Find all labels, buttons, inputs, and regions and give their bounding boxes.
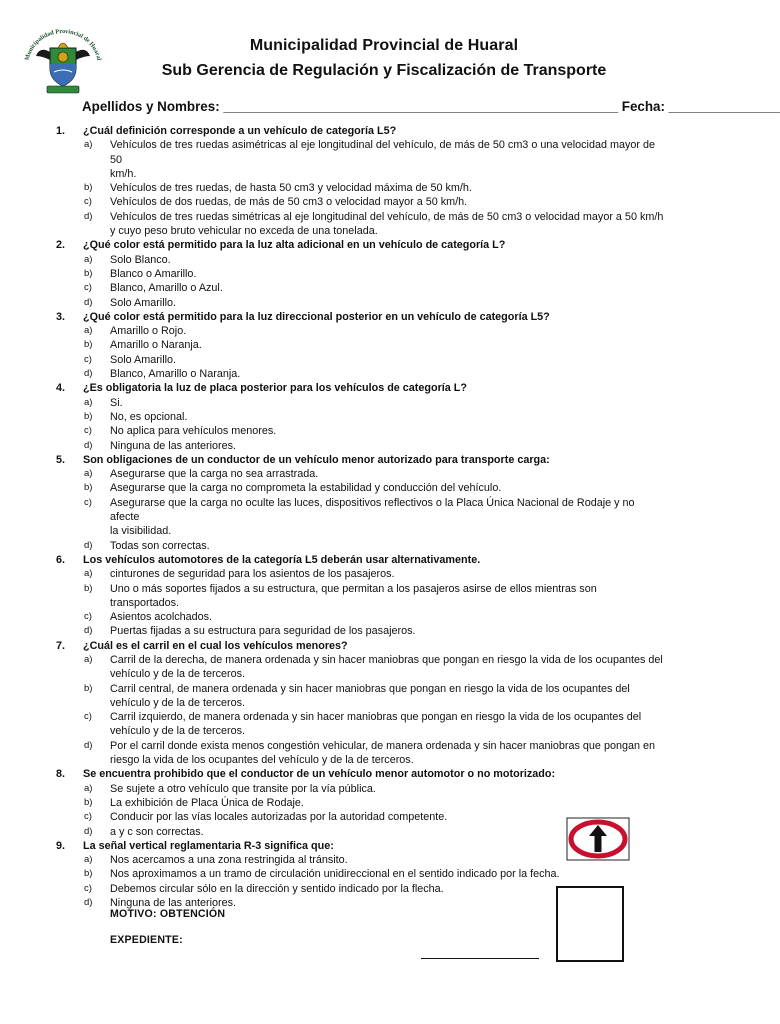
- signature-line[interactable]: [421, 958, 539, 959]
- option-letter: d): [84, 539, 93, 551]
- question-text: ¿Es obligatoria la luz de placa posterior para los vehículos de categoría L?: [83, 382, 467, 395]
- question-number: 9.: [56, 839, 66, 852]
- motivo-label: MOTIVO: OBTENCIÓN: [110, 908, 226, 920]
- option-letter: c): [84, 196, 92, 208]
- option-text: Solo Blanco.: [110, 253, 171, 266]
- option-text: Blanco, Amarillo o Naranja.: [110, 368, 241, 381]
- option-text: Todas son correctas.: [110, 539, 210, 552]
- option-letter: [56, 753, 110, 767]
- option-text: Nos acercamos a una zona restringida al tránsito.: [110, 854, 348, 867]
- option-letter: a): [84, 782, 93, 794]
- option-text: Puertas fijadas a su estructura para seguridad de los pasajeros.: [110, 625, 416, 638]
- option-letter: d): [84, 368, 93, 380]
- option-text: Carril izquierdo, de manera ordenada y sin hacer maniobras que pongan en riesgo la vida de los ocupantes del: [110, 711, 642, 724]
- answer-option-continuation: [56, 524, 666, 538]
- option-text: Asientos acolchados.: [110, 611, 213, 624]
- option-letter: b): [84, 796, 93, 808]
- option-text: Uno o más soportes fijados a su estructura, que permitan a los pasajeros asirse de ellos mientras son transportados.: [110, 582, 597, 609]
- option-letter: c): [84, 611, 92, 623]
- question-item: [56, 310, 666, 381]
- question-header: [56, 553, 666, 567]
- option-letter: [56, 167, 110, 181]
- question-item: [56, 639, 666, 768]
- option-text: No, es opcional.: [110, 410, 188, 423]
- answer-option[interactable]: [56, 867, 666, 881]
- question-header: [56, 767, 666, 781]
- answer-option[interactable]: [56, 424, 666, 438]
- option-letter: d): [84, 296, 93, 308]
- option-letter: a): [84, 653, 93, 665]
- option-text: Carril central, de manera ordenada y sin hacer maniobras que pongan en riesgo la vida de los ocupantes del: [110, 682, 630, 695]
- question-header: [56, 238, 666, 252]
- option-letter: [56, 667, 110, 681]
- option-text: y cuyo peso bruto vehicular no exceda de una tonelada.: [110, 225, 378, 238]
- option-letter: a): [84, 139, 93, 151]
- question-item: [56, 124, 666, 238]
- question-header: [56, 381, 666, 395]
- option-text: Asegurarse que la carga no oculte las luces, dispositivos reflectivos o la Placa Única Nacional de Rodaje y no afecte: [110, 496, 635, 524]
- option-text: Se sujete a otro vehículo que transite por la vía pública.: [110, 782, 376, 795]
- question-text: ¿Cuál definición corresponde a un vehículo de categoría L5?: [83, 125, 397, 137]
- option-letter: b): [84, 482, 93, 494]
- option-letter: d): [84, 739, 93, 751]
- option-text: Amarillo o Rojo.: [110, 325, 187, 338]
- answer-option[interactable]: [56, 610, 666, 624]
- option-letter: c): [84, 882, 92, 894]
- option-letter: a): [84, 396, 93, 408]
- question-item: [56, 553, 666, 639]
- question-text: Se encuentra prohibido que el conductor de un vehículo menor automotor o no motorizado:: [83, 768, 556, 781]
- answer-option[interactable]: [56, 410, 666, 424]
- option-text: Debemos circular sólo en la dirección y sentido indicado por la flecha.: [110, 882, 444, 895]
- question-number: 8.: [56, 768, 66, 781]
- answer-option[interactable]: [56, 267, 666, 281]
- answer-option[interactable]: [56, 567, 666, 581]
- answer-option[interactable]: [56, 582, 666, 611]
- answer-option[interactable]: [56, 324, 666, 338]
- answer-option[interactable]: [56, 181, 666, 195]
- option-letter: c): [84, 425, 92, 437]
- option-letter: [56, 224, 110, 238]
- answer-option[interactable]: [56, 467, 666, 481]
- option-letter: b): [84, 682, 93, 694]
- option-letter: b): [84, 267, 93, 279]
- option-text: Asegurarse que la carga no comprometa la estabilidad y conducción del vehículo.: [110, 482, 502, 495]
- r3-one-way-sign-icon: [566, 817, 630, 861]
- option-text: Nos aproximamos a un tramo de circulación unidireccional en el sentido indicado por la fecha.: [110, 868, 560, 881]
- photo-box: [556, 886, 624, 962]
- option-text: La exhibición de Placa Única de Rodaje.: [110, 796, 304, 809]
- question-header: [56, 639, 666, 653]
- answer-option[interactable]: [56, 782, 666, 796]
- option-letter: c): [84, 353, 92, 365]
- answer-option[interactable]: [56, 353, 666, 367]
- answer-option[interactable]: [56, 496, 666, 525]
- answer-option-continuation: [56, 696, 666, 710]
- option-letter: d): [84, 825, 93, 837]
- seal-text: Municipalidad Provincial de Huaral: [23, 27, 103, 62]
- option-letter: [56, 696, 110, 710]
- option-text: Solo Amarillo.: [110, 353, 177, 366]
- option-text: riesgo la vida de los ocupantes del vehículo y de la de terceros.: [110, 754, 414, 767]
- answer-option[interactable]: [56, 439, 666, 453]
- answer-option[interactable]: [56, 195, 666, 209]
- answer-option[interactable]: [56, 138, 666, 167]
- option-letter: d): [84, 897, 93, 909]
- answer-option[interactable]: [56, 796, 666, 810]
- question-item: [56, 453, 666, 553]
- answer-option[interactable]: [56, 210, 666, 224]
- answer-option-continuation: [56, 753, 666, 767]
- option-text: vehículo y de la de terceros.: [110, 725, 246, 738]
- answer-option[interactable]: [56, 682, 666, 696]
- question-header: [56, 124, 666, 138]
- question-item: [56, 381, 666, 452]
- question-number: 3.: [56, 310, 66, 323]
- option-text: a y c son correctas.: [110, 825, 204, 838]
- option-text: Solo Amarillo.: [110, 296, 177, 309]
- option-text: Conducir por las vías locales autorizadas por la autoridad competente.: [110, 811, 448, 824]
- page-title: Municipalidad Provincial de Huaral: [249, 37, 519, 54]
- option-text: Ninguna de las anteriores.: [110, 897, 237, 910]
- answer-option-continuation: [56, 224, 666, 238]
- answer-option[interactable]: [56, 338, 666, 352]
- option-text: Blanco, Amarillo o Azul.: [110, 282, 223, 295]
- answer-option-continuation: [56, 667, 666, 681]
- answer-option[interactable]: [56, 281, 666, 295]
- option-letter: c): [84, 811, 92, 823]
- expediente-label: EXPEDIENTE:: [110, 934, 183, 946]
- option-letter: a): [84, 468, 93, 480]
- question-number: 4.: [56, 382, 66, 395]
- option-letter: c): [84, 711, 92, 723]
- option-letter: c): [84, 282, 92, 294]
- option-text: Carril de la derecha, de manera ordenada y sin hacer maniobras que pongan en riesgo la vida de los ocupantes del: [110, 653, 663, 666]
- name-date-field[interactable]: Apellidos y Nombres: _____________________________________________________ Fecha: _______________: [82, 99, 780, 114]
- option-letter: a): [84, 253, 93, 265]
- question-header: [56, 310, 666, 324]
- question-text: ¿Cuál es el carril en el cual los vehículos menores?: [83, 639, 348, 652]
- question-number: 1.: [56, 125, 66, 137]
- question-text: La señal vertical reglamentaria R-3 significa que:: [83, 839, 334, 852]
- option-text: vehículo y de la de terceros.: [110, 668, 246, 681]
- option-letter: b): [84, 182, 93, 194]
- question-text: ¿Qué color está permitido para la luz direccional posterior en un vehículo de categoría L5?: [83, 310, 550, 323]
- option-letter: [56, 524, 110, 538]
- option-letter: a): [84, 325, 93, 337]
- option-letter: b): [84, 868, 93, 880]
- option-text: Blanco o Amarillo.: [110, 267, 197, 280]
- question-item: [56, 238, 666, 309]
- question-text: ¿Qué color está permitido para la luz alta adicional en un vehículo de categoría L?: [83, 239, 506, 252]
- question-number: 5.: [56, 453, 66, 466]
- question-list: [56, 124, 666, 910]
- option-text: Ninguna de las anteriores.: [110, 439, 237, 452]
- option-text: Amarillo o Naranja.: [110, 339, 202, 352]
- option-letter: b): [84, 339, 93, 351]
- option-text: Vehículos de tres ruedas, de hasta 50 cm3 y velocidad máxima de 50 km/h.: [110, 182, 472, 195]
- question-text: Los vehículos automotores de la categoría L5 deberán usar alternativamente.: [83, 553, 481, 566]
- option-letter: a): [84, 568, 93, 580]
- option-letter: [56, 724, 110, 738]
- answer-option[interactable]: [56, 367, 666, 381]
- option-text: vehículo y de la de terceros.: [110, 696, 246, 709]
- page-subtitle: Sub Gerencia de Regulación y Fiscalización de Transporte: [161, 62, 607, 79]
- answer-option[interactable]: [56, 396, 666, 410]
- question-header: [56, 453, 666, 467]
- option-letter: d): [84, 439, 93, 451]
- question-number: 2.: [56, 239, 66, 252]
- answer-option-continuation: [56, 167, 666, 181]
- option-letter: b): [84, 410, 93, 422]
- question-number: 6.: [56, 553, 66, 566]
- option-letter: d): [84, 625, 93, 637]
- option-text: Vehículos de tres ruedas simétricas al eje longitudinal del vehículo, de más de 50 cm3 o velocidad mayor a 50 km/h: [110, 210, 664, 223]
- option-text: Vehículos de dos ruedas, de más de 50 cm3 o velocidad mayor a 50 km/h.: [110, 196, 468, 209]
- question-text: Son obligaciones de un conductor de un vehículo menor autorizado para transporte carga:: [83, 453, 550, 466]
- option-letter: b): [84, 582, 93, 594]
- option-text: Vehículos de tres ruedas asimétricas al eje longitudinal del vehículo, de más de 50 cm3 o una velocidad mayor de 50: [110, 139, 655, 166]
- answer-option[interactable]: [56, 296, 666, 310]
- option-text: Asegurarse que la carga no sea arrastrada.: [110, 468, 319, 481]
- answer-option[interactable]: [56, 624, 666, 638]
- option-text: cinturones de seguridad para los asientos de los pasajeros.: [110, 568, 395, 581]
- option-text: Por el carril donde exista menos congestión vehicular, de manera ordenada y sin hacer maniobras que pongan en: [110, 739, 655, 752]
- option-text: Si.: [110, 396, 123, 409]
- answer-option[interactable]: [56, 653, 666, 667]
- answer-option[interactable]: [56, 481, 666, 495]
- answer-option[interactable]: [56, 539, 666, 553]
- option-text: la visibilidad.: [110, 525, 172, 538]
- option-letter: c): [84, 496, 92, 508]
- answer-option[interactable]: [56, 739, 666, 753]
- option-letter: a): [84, 854, 93, 866]
- question-number: 7.: [56, 639, 66, 652]
- option-text: No aplica para vehículos menores.: [110, 425, 277, 438]
- answer-option-continuation: [56, 724, 666, 738]
- option-text: km/h.: [110, 167, 137, 180]
- option-letter: d): [84, 210, 93, 222]
- answer-option[interactable]: [56, 253, 666, 267]
- answer-option[interactable]: [56, 710, 666, 724]
